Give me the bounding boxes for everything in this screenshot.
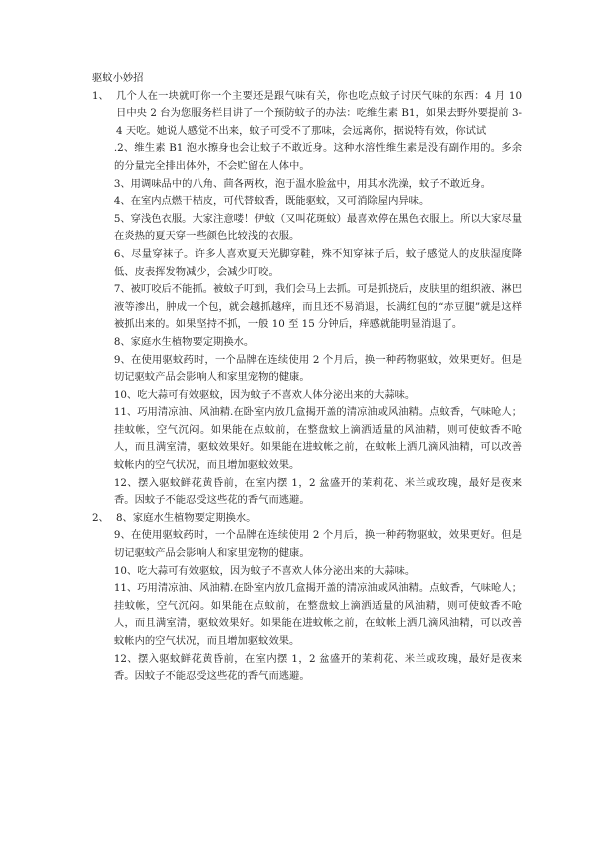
list-item: 3、用调味品中的八角、茴各两枚，泡于温水脸盆中，用其水洗澡，蚊子不敢近身。 (113, 177, 492, 190)
section-lead-text: 几个人在一块就叮你一个主要还是跟气味有关，你也吃点蚊子讨厌气味的东西：4 月 10 日中央 2 台为您服务栏目讲了一个预防蚊子的办法：吃维生素 B1，如果去野外要提前 3-4 天吃。她说人感觉不出来，蚊子可受不了那味，会远离你，据说特有效，你试试 (116, 89, 522, 137)
list-item: 10、吃大蒜可有效驱蚊，因为蚊子不喜欢人体分泌出来的大蒜味。 (113, 564, 416, 577)
list-item: 5、穿浅色衣服。大家注意喽！伊蚊（又叫花斑蚊）最喜欢停在黑色衣服上。所以大家尽量在炎热的夏天穿一些颜色比较浅的衣服。 (113, 212, 522, 243)
list-item: 6、尽量穿袜子。许多人喜欢夏天光脚穿鞋，殊不知穿袜子后，蚊子感觉人的皮肤湿度降低、皮表挥发物减少，会减少叮咬。 (113, 247, 522, 278)
list-item: 12、摆入驱蚊鲜花黄昏前，在室内摆 1，2 盆盛开的茉莉花、米兰或玫瑰，最好是夜来香。因蚊子不能忍受这些花的香气而逃避。 (113, 476, 522, 507)
section-1 (92, 88, 522, 510)
document-body (92, 70, 522, 686)
list-item: 12、摆入驱蚊鲜花黄昏前，在室内摆 1，2 盆盛开的茉莉花、米兰或玫瑰，最好是夜来香。因蚊子不能忍受这些花的香气而逃避。 (113, 652, 522, 683)
section-2-items (114, 527, 522, 685)
list-item: .2、维生素 B1 泡水擦身也会让蚊子不敢近身。这种水溶性维生素是没有副作用的。多余的分量完全排出体外，不会贮留在人体中。 (113, 142, 522, 172)
list-item: 4、在室内点燃干桔皮，可代替蚊香，既能驱蚊，又可消除屋内异味。 (113, 195, 430, 208)
list-item: 11、巧用清凉油、风油精.在卧室内放几盒揭开盖的清凉油或风油精。点蚊香，气味呛人；挂蚊帐，空气沉闷。如果能在点蚊前，在整盘蚊上滴洒适量的风油精，则可使蚊香不呛人，而且满室清，驱蚊效果好。如果能在进蚊帐之前，在蚊帐上洒几滴风油精，可以改善蚊帐内的空气状况，而且增加驱蚊效果。 (113, 406, 522, 472)
section-number: 2、 (92, 511, 109, 524)
list-item: 9、在使用驱蚊药时，一个品牌在连续使用 2 个月后，换一种药物驱蚊，效果更好。但是切记驱蚊产品会影响人和家里宠物的健康。 (113, 353, 522, 384)
section-number: 1、 (92, 89, 109, 102)
list-item: 11、巧用清凉油、风油精.在卧室内放几盒揭开盖的清凉油或风油精。点蚊香，气味呛人；挂蚊帐，空气沉闷。如果能在点蚊前，在整盘蚊上滴洒适量的风油精，则可使蚊香不呛人，而且满室清，驱蚊效果好。如果能在进蚊帐之前，在蚊帐上洒几滴风油精，可以改善蚊帐内的空气状况，而且增加驱蚊效果。 (113, 582, 522, 647)
section-2 (92, 510, 522, 686)
list-item: 7、被叮咬后不能抓。被蚊子叮到，我们会马上去抓。可是抓挠后，皮肤里的组织液、淋巴液等渗出，肿成一个包，就会越抓越痒，而且还不易消退，长满红包的“赤豆腿”就是这样被抓出来的。如果坚持不抓，一般 10 至 15 分钟后，痒感就能明显消退了。 (113, 283, 522, 331)
list-item: 9、在使用驱蚊药时，一个品牌在连续使用 2 个月后，换一种药物驱蚊，效果更好。但是切记驱蚊产品会影响人和家里宠物的健康。 (113, 529, 522, 560)
document-title: 驱蚊小妙招 (92, 72, 144, 84)
list-item: 10、吃大蒜可有效驱蚊，因为蚊子不喜欢人体分泌出来的大蒜味。 (113, 388, 416, 401)
list-item: 8、家庭水生植物要定期换水。 (113, 335, 255, 348)
section-1-items (114, 140, 522, 509)
section-lead-text: 8、家庭水生植物要定期换水。 (116, 511, 257, 524)
section-1-lead (92, 88, 522, 141)
section-2-lead (92, 510, 522, 528)
